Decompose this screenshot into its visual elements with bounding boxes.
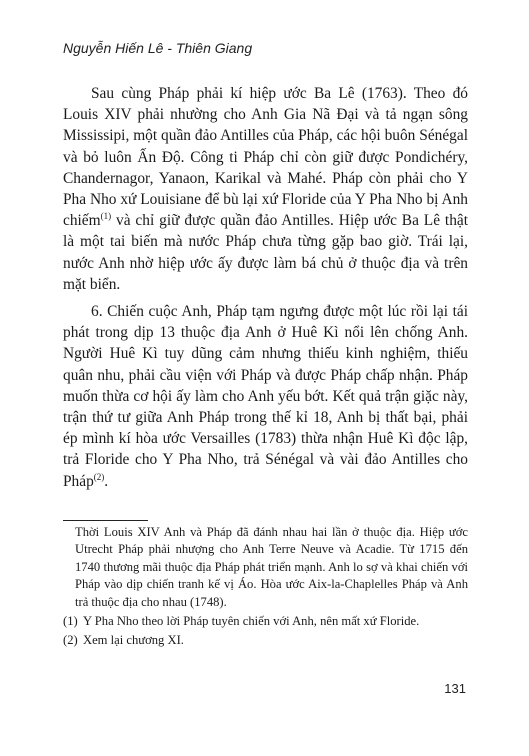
footnote-2-marker: (2) [63,633,78,648]
page-number: 131 [444,681,466,696]
footnote-2 [63,632,468,649]
footnote-ref-1: (1) [100,211,112,222]
footnote-1 [63,613,468,630]
body-paragraph-1 [63,83,468,295]
footnote-ref-2: (2) [93,471,105,482]
body-paragraph-2 [63,301,468,492]
paragraph-1-text-cont: và chỉ giữ được quần đảo Antilles. Hiệp ước Ba Lê thật là một tai biến mà nước Pháp chưa từng gặp bao giờ. Trái lại, nước Anh nhờ hiệp ước ấy được làm bá chủ ở thuộc địa và trên mặt biển. [63,212,468,293]
footnote-1-marker: (1) [63,614,78,629]
footnote-2-text: Xem lại chương XI. [83,633,184,648]
paragraph-1-text: Sau cùng Pháp phải kí hiệp ước Ba Lê (1763). Theo đó Louis XIV phải nhường cho Anh Gia Nã Đại và tả ngạn sông Mississipi, một quần đảo Antilles của Pháp, các hội buôn Sénégal và bỏ luôn Ấn Độ. Công ti Pháp chỉ còn giữ được Pondichéry, Chandernagor, Yanaon, Karikal và Mahé. Pháp còn phải cho Y Pha Nho xứ Louisiane để bù lại xứ Floride của Y Pha Nho bị Anh chiếm [63,85,468,230]
footnote-continuation: Thời Louis XIV Anh và Pháp đã đánh nhau hai lần ở thuộc địa. Hiệp ước Utrecht Pháp phải nhượng cho Anh Terre Neuve và Acadie. Từ 1715 đến 1740 thương mãi thuộc địa Pháp phát triển mạnh. Anh lo sợ và khai chiến với Pháp vào dịp chiến tranh kế vị Áo. Hòa ước Aix-la-Chaplelles Pháp và Anh trả thuộc địa cho nhau (1748). [75,525,468,609]
running-header: Nguyễn Hiến Lê - Thiên Giang [63,40,253,56]
paragraph-2-text: 6. Chiến cuộc Anh, Pháp tạm ngưng được một lúc rồi lại tái phát trong dịp 13 thuộc địa Anh ở Huê Kì nổi lên chống Anh. Người Huê Kì tuy dũng cảm nhưng thiếu kinh nghiệm, thiếu quân nhu, phải cầu viện với Pháp và được Pháp chấp nhận. Pháp muốn thừa cơ hội ấy làm cho Anh yếu bớt. Kết quả trận giặc này, trận thứ tư giữa Anh Pháp trong thế kỉ 18, Anh bị thất bại, phải ép mình kí hòa ước Versailles (1783) thừa nhận Huê Kì độc lập, trả Floride cho Y Pha Nho, trả Sénégal và vài đảo Antilles cho Pháp [63,303,468,490]
footnote-1-text: Y Pha Nho theo lời Pháp tuyên chiến với Anh, nên mất xứ Floride. [83,614,420,629]
paragraph-2-text-cont: . [104,472,109,490]
footnote-separator [63,520,148,521]
footnotes-section [63,524,468,650]
